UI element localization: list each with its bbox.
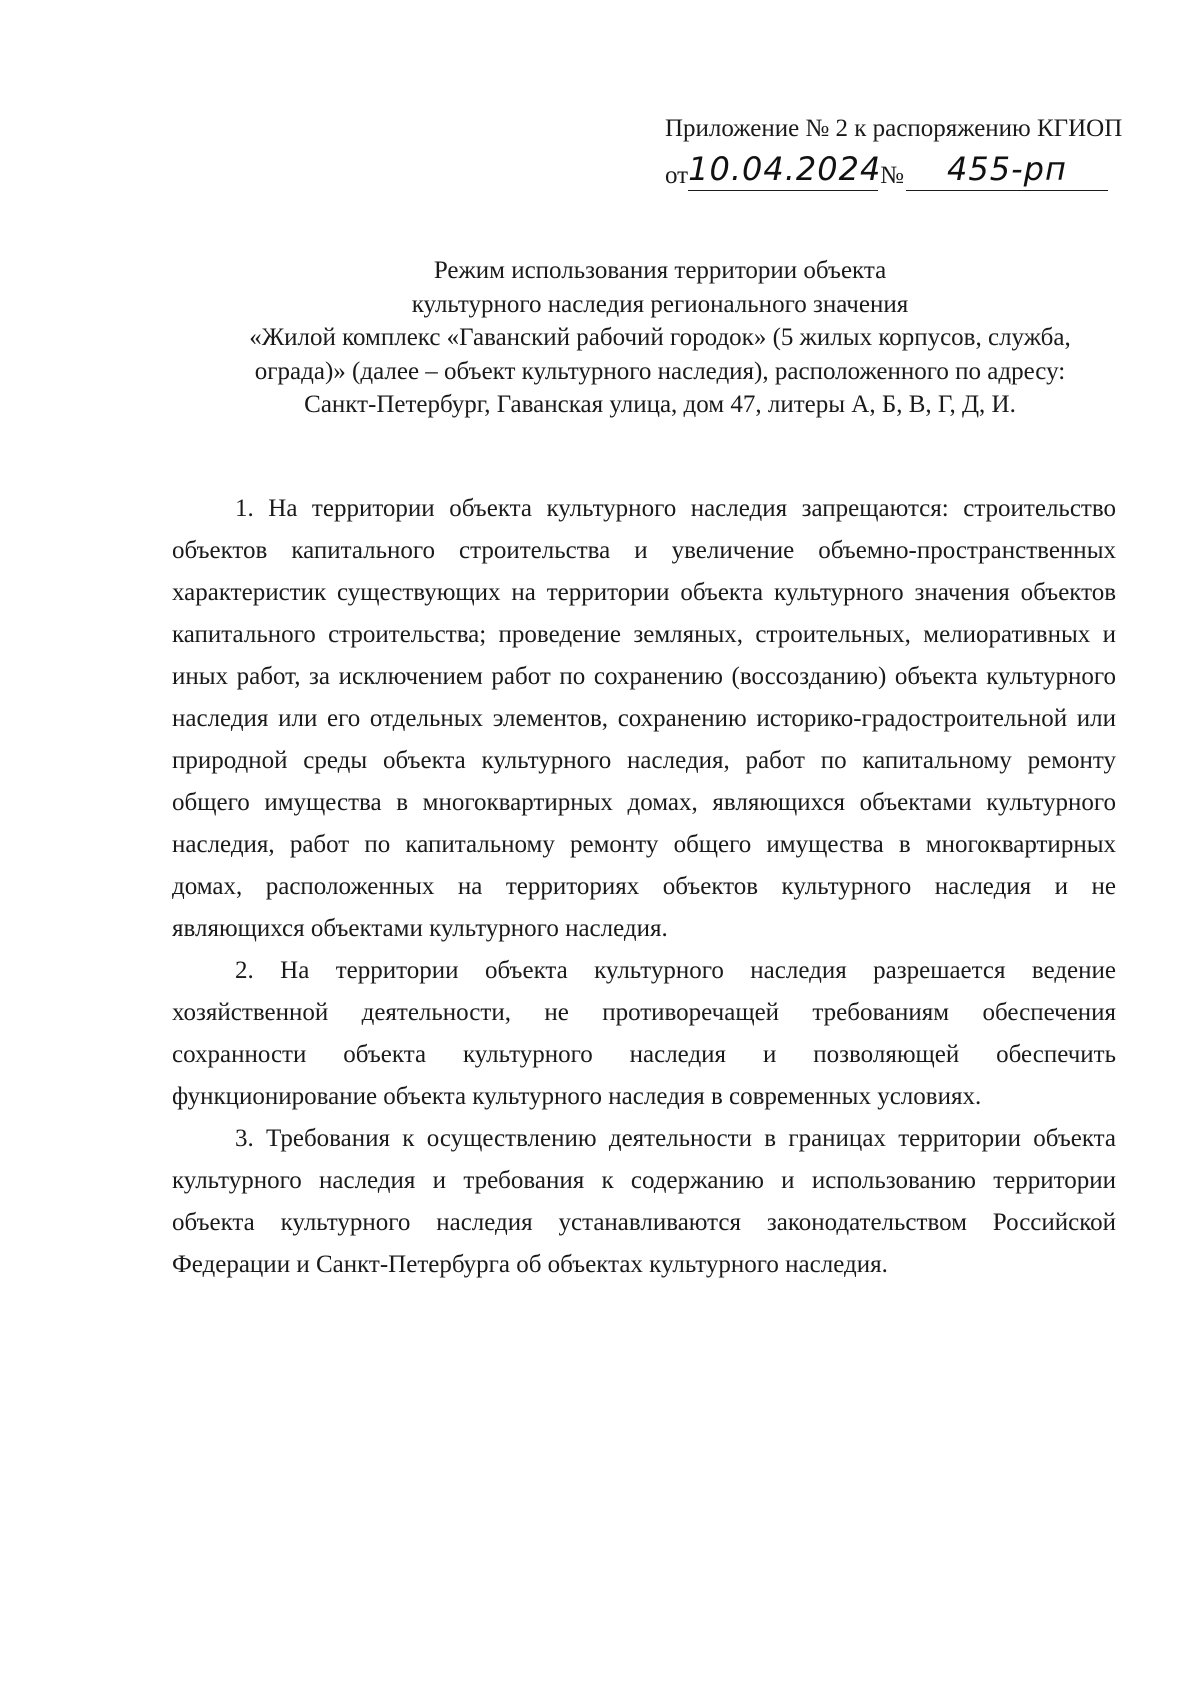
handwritten-date: 10.04.2024 bbox=[688, 150, 882, 188]
title-line: Режим использования территории объекта bbox=[433, 257, 887, 284]
date-blank bbox=[688, 150, 882, 191]
document-title bbox=[160, 254, 1160, 422]
title-line: ограда)» (далее – объект культурного наследия), расположенного по адресу: bbox=[254, 357, 1066, 385]
number-sign: № bbox=[880, 162, 904, 189]
number-blank bbox=[906, 152, 1108, 191]
paragraph-permissions: 2. На территории объекта культурного наследия разрешается ведение хозяйственной деятельности, не противоречащей требованиям обеспечения сохранности объекта культурного наследия и позволяющей обеспечить функционирование объекта культурного наследия в современных условиях. bbox=[172, 957, 1116, 1110]
paragraph-prohibitions: 1. На территории объекта культурного наследия запрещаются: строительство объектов капитального строительства и увеличение объемно-пространственных характеристик существующих на территории объекта культурного значения объектов капитального строительства; проведение земляных, строительных, мелиоративных и иных работ, за исключением работ по сохранению (воссозданию) объекта культурного наследия или его отдельных элементов, сохранению историко-градостроительной или природной среды объекта культурного наследия, работ по капитальному ремонту общего имущества в многоквартирных домах, являющихся объектами культурного наследия, работ по капитальному ремонту общего имущества в многоквартирных домах, расположенных на территориях объектов культурного наследия и не являющихся объектами культурного наследия. bbox=[172, 495, 1116, 942]
paragraph-requirements: 3. Требования к осуществлению деятельности в границах территории объекта культурного наследия и требования к содержанию и использованию территории объекта культурного наследия устанавливаются законодательством Российской Федерации и Санкт-Петербурга об объектах культурного наследия. bbox=[172, 1125, 1116, 1278]
handwritten-number: 455-рп bbox=[947, 150, 1067, 188]
title-line: культурного наследия регионального значения bbox=[411, 290, 909, 318]
document-body bbox=[172, 488, 1116, 1286]
appendix-reference: Приложение № 2 к распоряжению КГИОП bbox=[665, 115, 1123, 142]
order-date-number-line bbox=[665, 152, 1108, 196]
title-line: Санкт-Петербург, Гаванская улица, дом 47, литеры А, Б, В, Г, Д, И. bbox=[304, 391, 1016, 418]
from-prefix: от bbox=[665, 162, 689, 189]
title-line: «Жилой комплекс «Гаванский рабочий городок» (5 жилых корпусов, служба, bbox=[249, 324, 1071, 351]
